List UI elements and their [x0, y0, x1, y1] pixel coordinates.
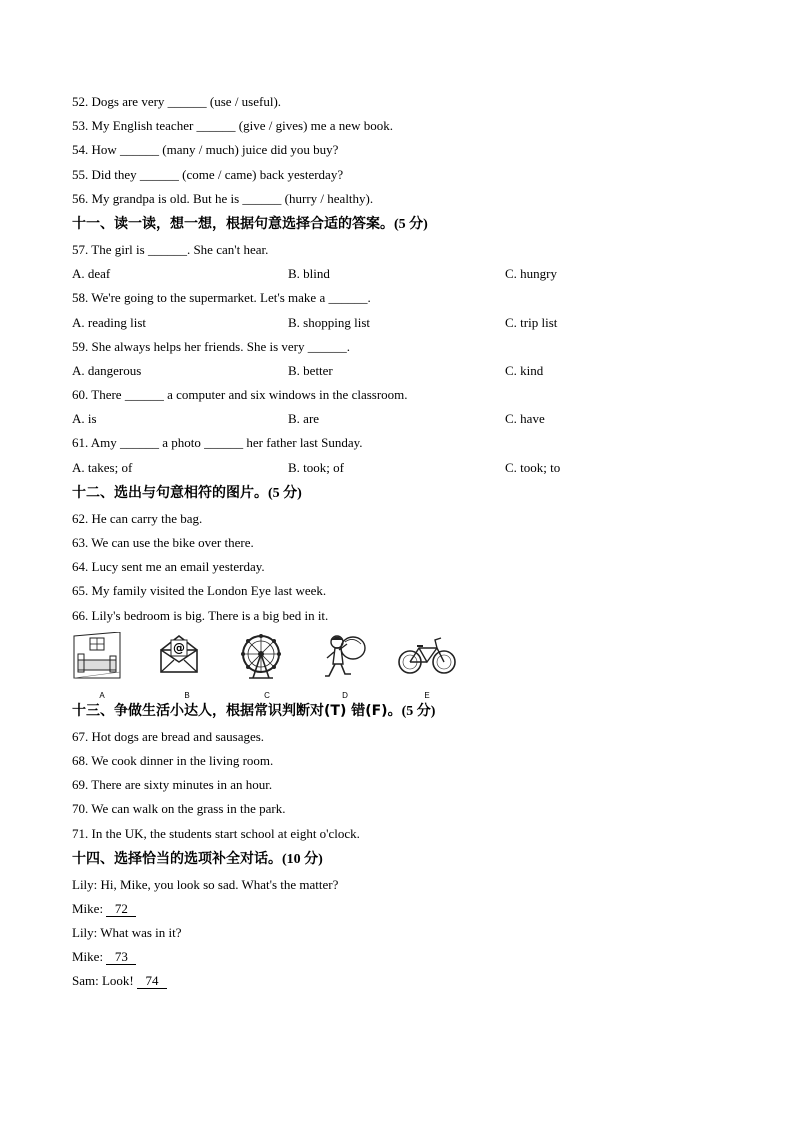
ferris-wheel-icon	[237, 632, 285, 682]
svg-text:@: @	[173, 640, 185, 655]
picture-e-label: E	[424, 690, 430, 700]
section-13-title: 十三、争做生活小达人，根据常识判断对(T) 错(F)。	[72, 702, 402, 719]
question-66: 66. Lily's bedroom is big. There is a big bed in it.	[72, 607, 329, 623]
section-13-score: (5 分)	[401, 703, 436, 719]
option-b: B. shopping list	[288, 314, 370, 330]
worksheet-page	[72, 90, 732, 994]
question-57: 57. The girl is ______. She can't hear.	[72, 241, 269, 257]
options-61	[72, 456, 732, 480]
dialogue-line	[72, 945, 732, 969]
picture-d-label: D	[342, 690, 348, 700]
dialogue-text: Lily: Hi, Mike, you look so sad. What's the matter?	[72, 876, 339, 892]
picture-e	[397, 632, 457, 698]
option-a: A. deaf	[72, 266, 111, 282]
dialogue-text: Lily: What was in it?	[72, 925, 182, 941]
option-b: B. better	[288, 362, 333, 378]
picture-c	[237, 632, 297, 698]
question-61: 61. Amy ______ a photo ______ her father last Sunday.	[72, 435, 363, 451]
answer-blank-74[interactable]: 74	[137, 974, 167, 989]
question-53: 53. My English teacher ______ (give / gives) me a new book.	[72, 118, 393, 134]
question-71: 71. In the UK, the students start school at eight o'clock.	[72, 825, 360, 841]
question-70: 70. We can walk on the grass in the park.	[72, 801, 286, 817]
answer-blank-72[interactable]: 72	[106, 902, 136, 917]
picture-b-label: B	[184, 690, 190, 700]
picture-a-label: A	[99, 690, 105, 700]
question-56: 56. My grandpa is old. But he is ______ (hurry / healthy).	[72, 190, 374, 206]
question-60: 60. There ______ a computer and six windows in the classroom.	[72, 387, 408, 403]
option-b: B. are	[288, 411, 320, 427]
section-12-score: (5 分)	[268, 485, 302, 501]
picture-options	[72, 632, 732, 698]
question-58: 58. We're going to the supermarket. Let's make a ______.	[72, 290, 371, 306]
section-11-heading	[72, 211, 732, 238]
bicycle-icon	[397, 632, 457, 678]
picture-c-label: C	[264, 690, 270, 700]
section-13-heading	[72, 698, 732, 725]
section-14-score: (10 分)	[282, 851, 323, 867]
option-b: B. took; of	[288, 459, 344, 475]
options-60	[72, 407, 732, 431]
option-a: A. takes; of	[72, 459, 133, 475]
section-11-title: 十一、读一读，想一想，根据句意选择合适的答案。	[72, 215, 394, 232]
boy-carrying-bag-icon	[315, 632, 371, 684]
question-62: 62. He can carry the bag.	[72, 510, 203, 526]
option-a: A. reading list	[72, 314, 147, 330]
question-67: 67. Hot dogs are bread and sausages.	[72, 728, 265, 744]
section-12-title: 十二、选出与句意相符的图片。	[72, 484, 268, 501]
question-68: 68. We cook dinner in the living room.	[72, 752, 274, 768]
dialogue-text: Mike:	[72, 949, 107, 965]
dialogue-line	[72, 873, 732, 897]
option-a: A. is	[72, 411, 97, 427]
question-69: 69. There are sixty minutes in an hour.	[72, 777, 273, 793]
email-envelope-icon	[157, 632, 201, 678]
question-59: 59. She always helps her friends. She is very ______.	[72, 338, 351, 354]
option-c: C. kind	[505, 362, 544, 378]
picture-b	[157, 632, 217, 698]
option-c: C. took; to	[505, 459, 561, 475]
option-c: C. have	[505, 411, 545, 427]
option-c: C. hungry	[505, 266, 557, 282]
option-b: B. blind	[288, 266, 330, 282]
question-63: 63. We can use the bike over there.	[72, 535, 254, 550]
picture-d	[315, 632, 375, 698]
dialogue-line	[72, 897, 732, 921]
bedroom-icon	[72, 632, 124, 682]
section-11-score: (5 分)	[394, 216, 428, 232]
options-58	[72, 311, 732, 335]
answer-blank-73[interactable]: 73	[106, 950, 136, 965]
dialogue-line	[72, 921, 732, 945]
options-59	[72, 359, 732, 383]
dialogue-text: Sam: Look!	[72, 973, 137, 989]
question-55: 55. Did they ______ (come / came) back yesterday?	[72, 166, 344, 182]
question-52: 52. Dogs are very ______ (use / useful).	[72, 94, 282, 109]
section-14-title: 十四、选择恰当的选项补全对话。	[72, 850, 282, 867]
question-65: 65. My family visited the London Eye last week.	[72, 583, 327, 599]
section-14-heading	[72, 846, 732, 873]
question-64: 64. Lucy sent me an email yesterday.	[72, 559, 265, 575]
picture-a	[72, 632, 132, 698]
option-c: C. trip list	[505, 314, 558, 330]
question-54: 54. How ______ (many / much) juice did you buy?	[72, 142, 339, 158]
section-12-heading	[72, 480, 732, 507]
dialogue-line	[72, 969, 732, 993]
options-57	[72, 262, 732, 286]
dialogue-text: Mike:	[72, 900, 107, 916]
option-a: A. dangerous	[72, 362, 142, 378]
